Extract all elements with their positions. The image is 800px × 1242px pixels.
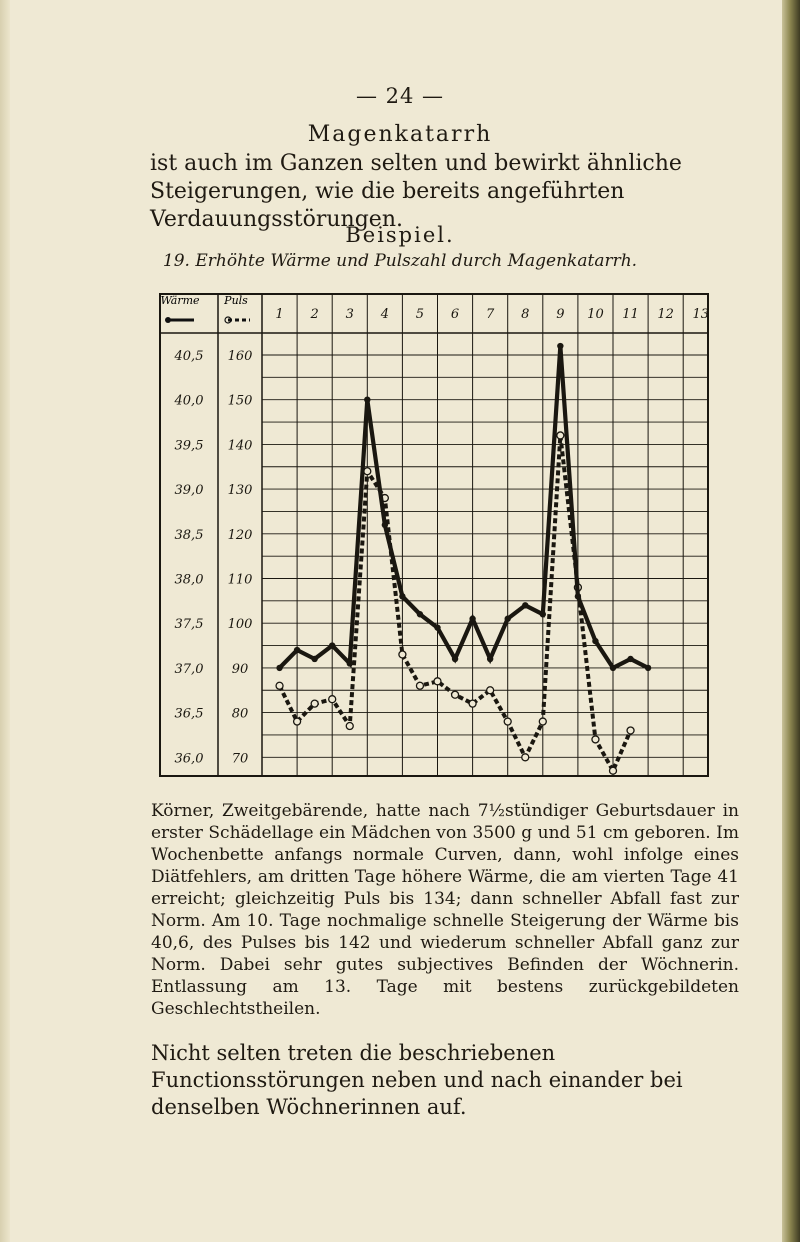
- pulse-tick-label: 130: [227, 483, 253, 499]
- temperature-data-point: [627, 656, 633, 662]
- pulse-data-point: [276, 682, 283, 689]
- x-tick-label: 1: [275, 307, 284, 322]
- pulse-data-point: [627, 727, 634, 734]
- temperature-tick-label: 36,5: [174, 706, 204, 722]
- temperature-data-point: [434, 624, 440, 630]
- intro-paragraph: ist auch im Ganzen selten und bewirkt ähnliche Steigerungen, wie die bereits angeführten Verdauungsstörungen.: [150, 151, 682, 232]
- temperature-data-point: [592, 638, 598, 644]
- pulse-data-point: [294, 718, 301, 725]
- temperature-tick-label: 40,0: [174, 393, 204, 409]
- temperature-tick-label: 37,5: [174, 617, 204, 633]
- temperature-data-point: [487, 656, 493, 662]
- temperature-data-point: [329, 642, 335, 648]
- temperature-tick-label: 37,0: [174, 661, 204, 677]
- case-description: Körner, Zweitgebärende, hatte nach 7½stündiger Geburtsdauer in erster Schädellage ein Mädchen von 3500 g und 51 cm geboren. Im Wochenbette anfangs normale Curven, dann, wohl infolge eines Diätfehlers, am dritten Tage höhere Wärme, die am vierten Tage 41 erreicht; gleichzeitig Puls bis 134; dann schneller Abfall fast zur Norm. Am 10. Tage nochmalige schnelle Steigerung der Wärme bis 40,6, des Pulses bis 142 und wiederum schneller Abfall ganz zur Norm. Dabei sehr gutes subjectives Befinden der Wöchnerin. Entlassung am 13. Tage mit bestens zurückgebildeten Geschlechtstheilen.: [151, 801, 739, 1019]
- chart-ticks: [174, 307, 710, 766]
- pulse-data-point: [504, 718, 511, 725]
- temperature-data-point: [645, 665, 651, 671]
- temperature-data-point: [469, 616, 475, 622]
- temperature-tick-label: 38,0: [174, 572, 204, 588]
- pulse-data-point: [610, 767, 617, 774]
- temperature-data-point: [311, 656, 317, 662]
- temperature-data-point: [294, 647, 300, 653]
- temperature-data-point: [522, 602, 528, 608]
- pulse-tick-label: 70: [231, 751, 249, 767]
- temperature-data-point: [382, 522, 388, 528]
- figure-caption: 19. Erhöhte Wärme und Pulszahl durch Magenkatarrh.: [162, 251, 638, 271]
- temperature-data-point: [364, 397, 370, 403]
- pulse-data-point: [364, 468, 371, 475]
- x-tick-label: 2: [310, 307, 319, 322]
- pulse-data-point: [399, 651, 406, 658]
- x-tick-label: 5: [415, 307, 425, 322]
- legend-solid-marker: [165, 317, 171, 323]
- x-tick-label: 9: [556, 307, 565, 322]
- pulse-column-header: Puls: [224, 294, 248, 307]
- pulse-data-point: [452, 691, 459, 698]
- temperature-data-point: [399, 593, 405, 599]
- temperature-data-point: [417, 611, 423, 617]
- pulse-tick-label: 150: [227, 393, 253, 409]
- temperature-data-point: [347, 660, 353, 666]
- pulse-data-point: [539, 718, 546, 725]
- temperature-tick-label: 39,0: [174, 483, 204, 499]
- x-tick-label: 7: [486, 307, 495, 322]
- temperature-data-point: [575, 593, 581, 599]
- temperature-data-point: [557, 343, 563, 349]
- x-tick-label: 3: [345, 307, 354, 322]
- pulse-data-point: [416, 682, 423, 689]
- x-tick-label: 8: [521, 307, 530, 322]
- section-heading: Magenkatarrh: [307, 122, 493, 147]
- closing-paragraph: Nicht selten treten die beschriebenen Functionsstörungen neben und nach einander bei denselben Wöchnerinnen auf.: [151, 1041, 683, 1119]
- x-tick-label: 13: [692, 307, 710, 322]
- temperature-tick-label: 39,5: [174, 438, 204, 454]
- pulse-data-point: [487, 687, 494, 694]
- pulse-data-point: [434, 678, 441, 685]
- pulse-data-point: [346, 723, 353, 730]
- pulse-tick-label: 110: [227, 572, 253, 588]
- pulse-tick-label: 140: [227, 438, 253, 454]
- pulse-data-point: [557, 432, 564, 439]
- pulse-tick-label: 90: [231, 661, 249, 677]
- x-tick-label: 11: [622, 307, 639, 322]
- x-tick-label: 6: [450, 307, 460, 322]
- pulse-data-point: [311, 700, 318, 707]
- pulse-data-point: [592, 736, 599, 743]
- temperature-tick-label: 36,0: [174, 751, 204, 767]
- temperature-data-point: [505, 616, 511, 622]
- pulse-tick-label: 80: [231, 706, 249, 722]
- pulse-data-point: [522, 754, 529, 761]
- pulse-tick-label: 100: [227, 617, 253, 633]
- chart-header: [160, 294, 250, 323]
- x-tick-label: 12: [657, 307, 674, 322]
- x-tick-label: 4: [380, 307, 389, 322]
- temperature-data-point: [452, 656, 458, 662]
- temperature-tick-label: 40,5: [174, 349, 204, 364]
- pulse-tick-label: 160: [227, 349, 253, 364]
- x-tick-label: 10: [587, 307, 604, 322]
- page-number: — 24 —: [355, 84, 445, 108]
- pulse-data-point: [469, 700, 476, 707]
- temperature-tick-label: 38,5: [174, 527, 204, 543]
- example-heading: Beispiel.: [345, 223, 455, 247]
- temperature-series-line: [280, 346, 649, 668]
- pulse-tick-label: 120: [227, 527, 253, 543]
- temperature-data-point: [610, 665, 616, 671]
- temperature-column-header: Wärme: [160, 294, 200, 307]
- temperature-data-point: [276, 665, 282, 671]
- pulse-data-point: [329, 696, 336, 703]
- temperature-data-point: [540, 611, 546, 617]
